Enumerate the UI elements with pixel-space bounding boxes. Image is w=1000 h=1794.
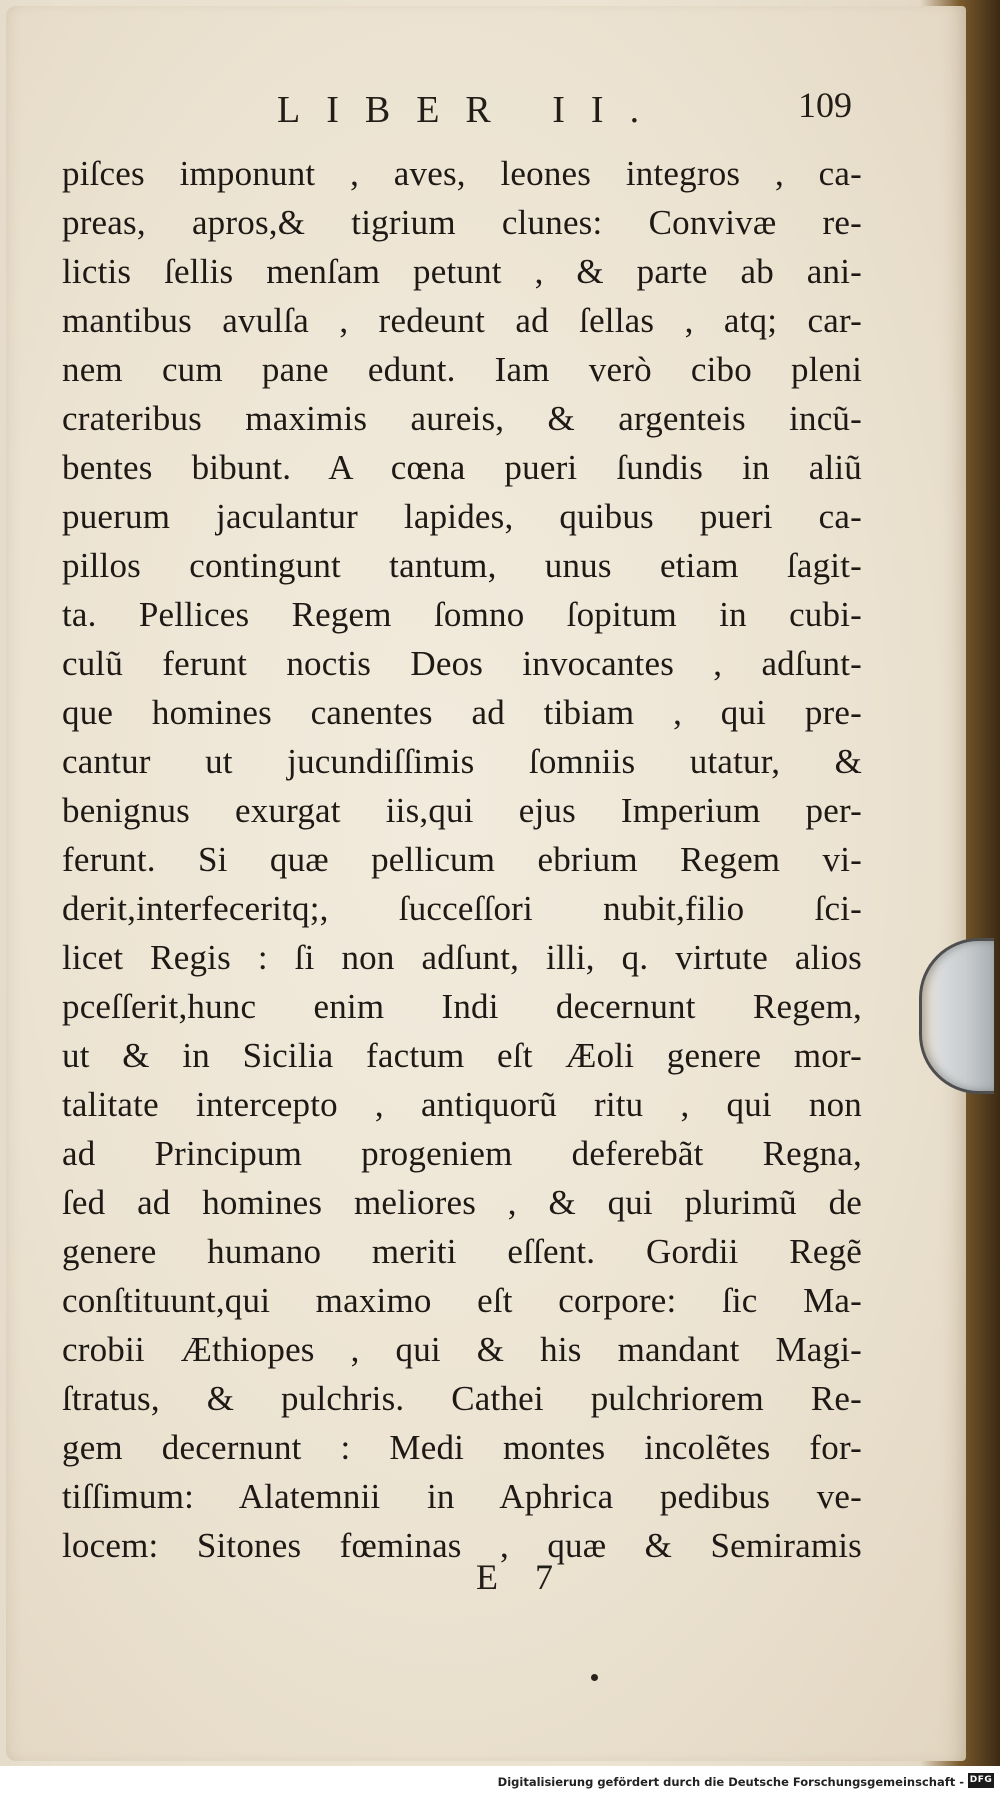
- text-line: preas, apros,& tigrium clunes: Convivæ re-: [62, 203, 862, 242]
- text-line: ad Principum progeniem deferebãt Regna,: [62, 1134, 862, 1173]
- text-line: ferunt. Si quæ pellicum ebrium Regem vi-: [62, 840, 862, 879]
- text-line: ſed ad homines meliores , & qui plurimũ de: [62, 1183, 862, 1222]
- text-line: ut & in Sicilia factum eſt Æoli genere mor-: [62, 1036, 862, 1075]
- page-number: 109: [798, 85, 852, 125]
- text-line: ſtratus, & pulchris. Cathei pulchriorem Re-: [62, 1379, 862, 1418]
- footer-credit: Digitalisierung gefördert durch die Deutsche Forschungsgemeinschaft -: [497, 1775, 964, 1789]
- text-line: piſces imponunt , aves, leones integros , ca-: [62, 154, 862, 193]
- book-page: [6, 6, 966, 1761]
- text-line: cantur ut jucundiſſimis ſomniis utatur, &: [62, 742, 862, 781]
- text-line: licet Regis : ſi non adſunt, illi, q. virtute alios: [62, 938, 862, 977]
- text-line: que homines canentes ad tibiam , qui pre-: [62, 693, 862, 732]
- page-header: [62, 84, 852, 144]
- text-line: crateribus maximis aureis, & argenteis incũ-: [62, 399, 862, 438]
- text-line: lictis ſellis menſam petunt , & parte ab ani-: [62, 252, 862, 291]
- text-line: locem: Sitones fœminas , quæ & Semiramis: [62, 1526, 862, 1565]
- text-line: derit,interfeceritq;, ſucceſſori nubit,filio ſci-: [62, 889, 862, 928]
- text-line: ta. Pellices Regem ſomno ſopitum in cubi-: [62, 595, 862, 634]
- body-text: [62, 149, 862, 1570]
- text-line: talitate intercepto , antiquorũ ritu , qui non: [62, 1085, 862, 1124]
- text-line: genere humano meriti eſſent. Gordii Regẽ: [62, 1232, 862, 1271]
- text-line: crobii Æthiopes , qui & his mandant Magi-: [62, 1330, 862, 1369]
- text-line: pillos contingunt tantum, unus etiam ſagit-: [62, 546, 862, 585]
- text-line: nem cum pane edunt. Iam verò cibo pleni: [62, 350, 862, 389]
- dfg-logo-icon: DFG: [968, 1773, 994, 1788]
- ink-dot: [591, 1674, 598, 1681]
- text-line: benignus exurgat iis,qui ejus Imperium per-: [62, 791, 862, 830]
- running-head: LIBER II.: [277, 89, 666, 131]
- signature-mark: E 7: [476, 1557, 567, 1597]
- text-line: conſtituunt,qui maximo eſt corpore: ſic Ma-: [62, 1281, 862, 1320]
- text-line: tiſſimum: Alatemnii in Aphrica pedibus ve-: [62, 1477, 862, 1516]
- text-line: gem decernunt : Medi montes incolẽtes for-: [62, 1428, 862, 1467]
- text-line: puerum jaculantur lapides, quibus pueri ca-: [62, 497, 862, 536]
- text-line: bentes bibunt. A cœna pueri ſundis in aliũ: [62, 448, 862, 487]
- digitization-footer: [0, 1766, 1000, 1794]
- text-line: culũ ferunt noctis Deos invocantes , adſunt-: [62, 644, 862, 683]
- text-line: pceſſerit,hunc enim Indi decernunt Regem,: [62, 987, 862, 1026]
- text-line: mantibus avulſa , redeunt ad ſellas , atq; car-: [62, 301, 862, 340]
